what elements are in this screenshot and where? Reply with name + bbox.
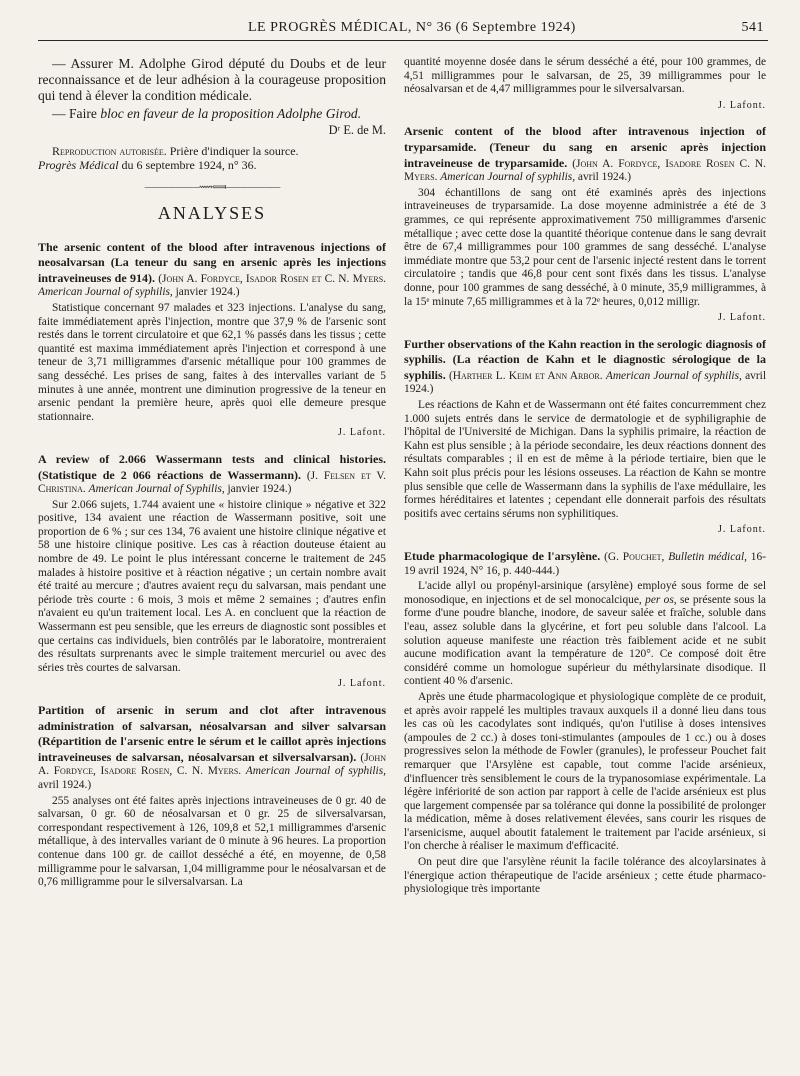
intro-paragraph-1: — Assurer M. Adolphe Girod député du Doubs et de leur reconnaissance et de leur adhésion à la courageuse proposition qui tend à élever la condition médicale. — [38, 56, 386, 103]
article-6-body-1: L'acide allyl ou propényl-arsinique (arsylène) employé sous forme de sel monosodique, en injections et de sel monocalcique, per os, se présente sous la forme d'une poudre blanche, inodore, de saveur salée et fraîche, soluble dans l'eau, assez soluble dans la glycérine, et fort peu soluble dans l'alcool. La solution aqueuse manifeste une réaction très faiblement acide et ne subit aucune modification avant la température de 120°. Ce composé doit être considéré comme un homologue supérieur du méthylarsinate disodique. Il contient 40 % d'arsenic. — [404, 580, 766, 688]
article-6 — [404, 549, 766, 897]
section-title: ANALYSES — [157, 202, 267, 223]
ornament-divider: ——————⟿⟽—————— — [144, 181, 280, 193]
article-4 — [404, 124, 766, 324]
article-2-heading: A review of 2.066 Wassermann tests and clinical histories. (Statistique de 2 066 réactions de Wassermann). (J. Felsen et V. Christina. American Journal of Syphilis, janvier 1924.) — [38, 451, 386, 496]
article-6-body-3: On peut dire que l'arsylène réunit la facile tolérance des alcoylarsinates à l'énergique action thérapeutique de l'acide arsénieux ; cette étude pharmaco-physiologique très importante — [404, 856, 766, 896]
article-6-body-2: Après une étude pharmacologique et physiologique complète de ce produit, et après avoir rappelé les multiples travaux auxquels il a donné lieu dans tous les cas où les cacodylates sont indiqués, qu'on l'utilise à doses intensives (ampoules de 2 cc.) à doses toni-stimulantes (ampoules de 1 cc.) ou à doses progressives selon la méthode de Fowler (granules), le professeur Pouchet fait remarquer que l'Arsylène est capable, tout comme l'acide arsénieux, d'influencer très sensiblement le cours de la trypanosomiase expérimentale. La légère infériorité de son action par rapport à celle de l'acide arsénieux est plus que largement compensée par sa tolérance qui donne la possibilité de prolonger la médication, même à doses relativement élevées, sans courir les risques de l'arsenicisme, auquel aboutit fatalement le traitement par l'acide arsénieux, si l'on cherche à réaliser le maximum d'efficacité. — [404, 690, 766, 853]
article-2-body: Sur 2.066 sujets, 1.744 avaient une « histoire clinique » négative et 322 positive, 134 avaient une réaction de Wassermann positive, soit une proportion de 6 % ; sur ces 134, 76 avaient une histoire clinique négative et 58 une histoire clinique positive. Les cas à réaction douteuse étaient au nombre de 49. Le point le plus intéressant concerne le traitement de 245 malades à histoire positive et à réaction négative ; un certain nombre avait été traité au mercure ; d'autres avaient reçu du salvarsan, mais pendant une période très courte : 6 mois, 3 mois et même 2 semaines ; d'autres enfin n'avaient eu qu'un traitement local. Les A. en concluent que la réaction de Wassermann est peu sensible, que les erreurs de diagnostic sont possibles et que certains cas individuels, bien contrôlés par le laboratoire, montreraient des résultats surprenants avec le simple traitement mercuriel ou avec des séries très courtes de salvarsan. — [38, 498, 386, 674]
article-1-heading: The arsenic content of the blood after intravenous injections of neosalvarsan (La teneur du sang en arsenic après les injections intraveineuses de 914). (John A. Fordyce, Isador Rosen et C. N. Myers. American Journal of syphilis, janvier 1924.) — [38, 239, 386, 299]
article-1-signature: J. Lafont. — [337, 427, 386, 439]
running-header — [38, 18, 768, 41]
intro-paragraph-2: — Faire bloc en faveur de la proposition Adolphe Girod. — [52, 106, 362, 121]
right-column — [404, 56, 766, 1062]
article-4-signature: J. Lafont. — [717, 312, 766, 324]
article-3-body: 255 analyses ont été faites après injections intraveineuses de 0 gr. 40 de salvarsan, 0 gr. 60 de néosalvarsan et 0 gr. 25 de silversalvarsan, correspondant respectivement à 126, 109,8 et 52,1 milligrammes d'arsenic métallique, à des intervalles variant de 0 minute à 96 heures. La proportion contenue dans 100 gr. de caillot desséché a été, en moyenne, de 0,58 milligramme pour le salvarsan, 1,04 milligramme pour le néosalvarsan et de 0,76 milligramme pour le silversalvarsan. La — [38, 794, 386, 889]
journal-title: LE PROGRÈS MÉDICAL, N° 36 (6 Septembre 1924) — [248, 20, 576, 35]
article-3-heading: Partition of arsenic in serum and clot after intravenous administration of salvarsan, néosalvarsan and silver salvarsan (Répartition de l'arsenic entre le sérum et le caillot après injections intraveineuses de salvarsan, néosalvarsan et silversalvarsan). (John A. Fordyce, Isadore Rosen, C. N. Myers. American Journal of syphilis, avril 1924.) — [38, 703, 386, 791]
article-6-heading: Etude pharmacologique de l'arsylène. (G. Pouchet, Bulletin médical, 16-19 avril 1924, N° 16, p. 440-444.) — [404, 549, 766, 577]
article-3-signature: J. Lafont. — [717, 99, 766, 111]
article-3-continuation: quantité moyenne dosée dans le sérum desséché a été, pour 100 grammes, de 4,51 milligrammes pour le salvarsan, de 25, 39 milligrammes pour le néosalvarsan et de 4,47 milligrammes pour le silversalvarsan. — [404, 56, 766, 96]
article-2-signature: J. Lafont. — [337, 678, 386, 690]
left-column — [38, 56, 386, 1062]
article-5-body: Les réactions de Kahn et de Wassermann ont été faites concurremment chez 1.000 sujets entrés dans le service de dermatologie et de syphiligraphie de l'hôpital de l'Université de Michigan. Dans la syphilis primaire, la réaction de Kahn est plus sensible ; à la période secondaire, les deux réactions donnent des résultats comparables ; il en est de même à la période tertiaire, bien que le Kahn soit plus précis pour les lésions osseuses. La réaction de Kahn se montre plus sensible que celle de Wassermann dans la syphilis de l'axe médullaire, les formes héréditaires et latentes ; cependant elle donnerait parfois des résultats positifs avec certains sérums non syphilitiques. — [404, 399, 766, 520]
article-2 — [38, 452, 386, 691]
article-5-signature: J. Lafont. — [717, 524, 766, 536]
article-5-heading: Further observations of the Kahn reaction in the serologic diagnosis of syphilis. (La réaction de Kahn et le diagnostic sérologique de la syphilis. (Harther L. Keim et Ann Arbor. American Journal of syphilis, avril 1924.) — [404, 336, 766, 396]
article-3 — [38, 703, 386, 890]
article-5 — [404, 337, 766, 537]
article-4-heading: Arsenic content of the blood after intravenous injection of tryparsamide. (Teneur du sang en arsenic après injection intraveineuse de tryparsamide. (John A. Fordyce, Isadore Rosen C. N. Myers. American Journal of syphilis, avril 1924.) — [404, 124, 766, 184]
article-1 — [38, 240, 386, 440]
article-4-body: 304 échantillons de sang ont été examinés après des injections intraveineuses de tryparsamide. La dose moyenne administrée a été de 3 grammes, ce qui représente approximativement 750 milligrammes d'arsenic métallique ; avec cette dose la quantité théorique contenue dans le sang devrait être de 67,4 milligrammes pour 100 grammes de sang desséché. L'analyse immédiate montre que 53,2 pour cent de l'arsenic injecté restent dans le torrent circulatoire ; tandis que 46,8 pour cent sont fixés dans les tissus. L'analyse donne, pour 100 grammes de sang desséché, à 0 minute, 35,9 milligrammes, à la 15ᵉ minute 7,65 milligrammes et à la 72ᵉ heures, 0,012 milligr. — [404, 186, 766, 308]
editorial-signature: Dʳ E. de M. — [328, 123, 386, 137]
reproduction-note: Reproduction autorisée. Prière d'indiquer la source. Progrès Médical du 6 septembre 1924, n° 36. — [38, 143, 299, 172]
article-1-body: Statistique concernant 97 malades et 323 injections. L'analyse du sang, faite immédiatement après l'injection, montre que 37,9 % de l'arsenic sont restés dans le torrent circulatoire et que 62,1 % passés dans les tissus ; cette quantité est maxima immédiatement après l'injection et correspond à une teneur de 3,71 milligrammes d'arsenic métallique pour 100 grammes de sang desséché. Les prises de sang, faites à des intervalles variant de 5 minutes à une année, montrent une diminution progressive de la teneur en arsenic pendant la première heure, après quoi elle demeure presque stationnaire. — [38, 301, 386, 423]
page-number: 541 — [741, 20, 764, 35]
